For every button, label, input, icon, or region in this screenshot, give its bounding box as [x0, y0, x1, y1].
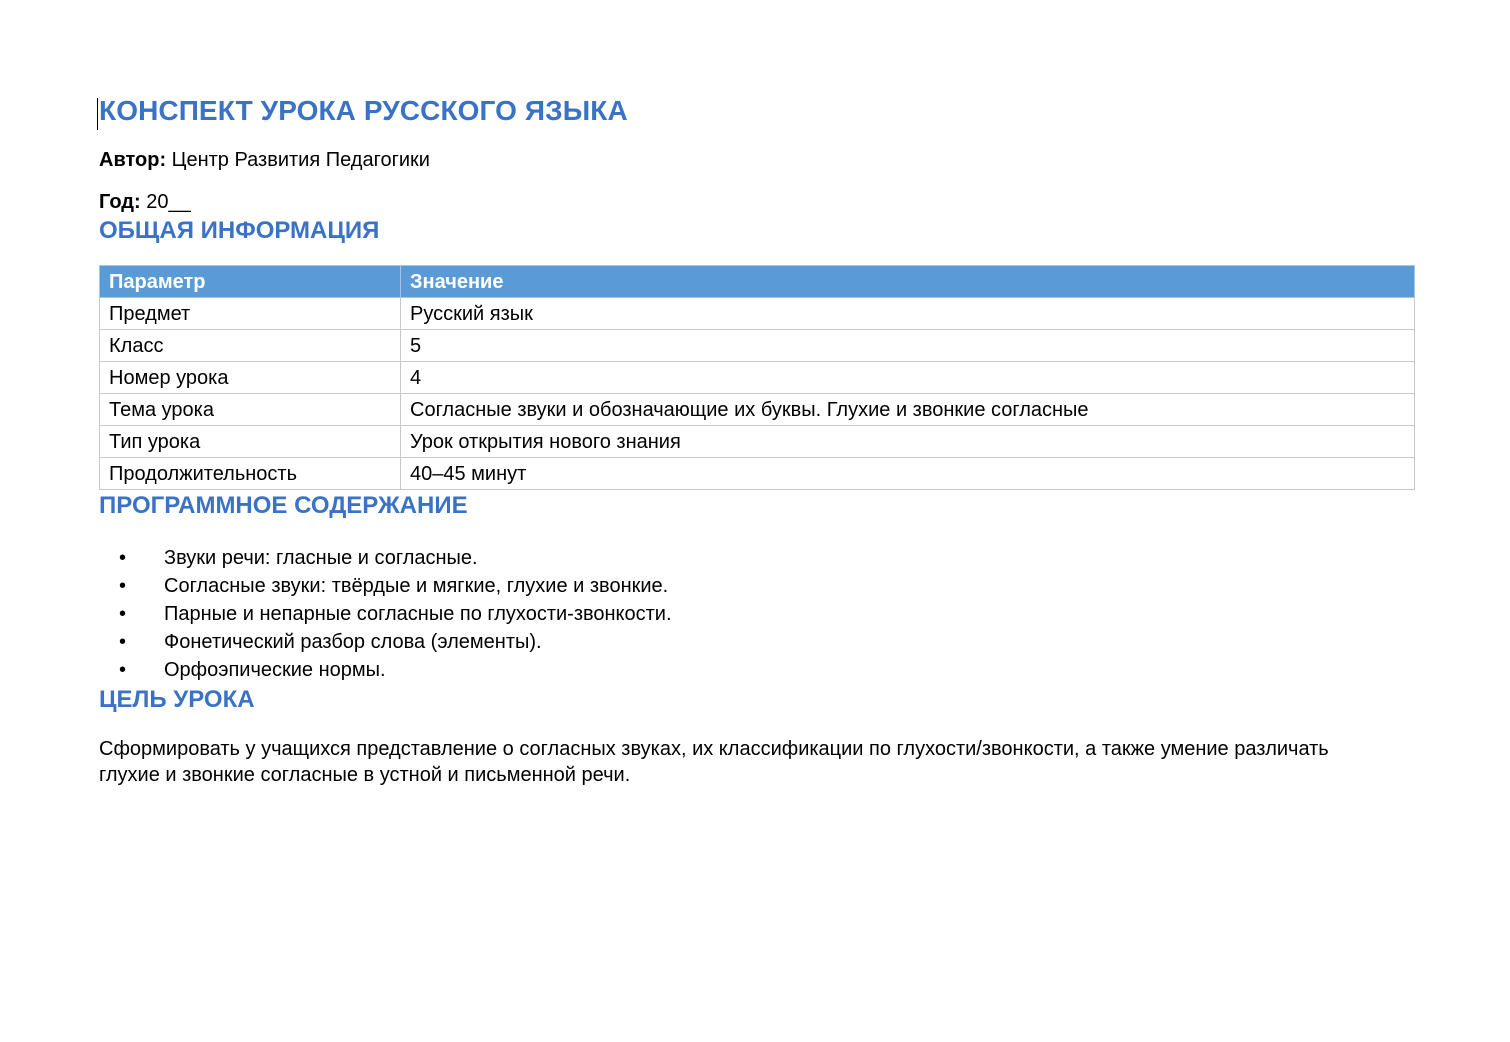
list-item-text: Согласные звуки: твёрдые и мягкие, глухие и звонкие.: [164, 575, 669, 597]
table-cell-value[interactable]: Согласные звуки и обозначающие их буквы. Глухие и звонкие согласные: [401, 394, 1415, 426]
table-cell-parameter[interactable]: Продолжительность: [100, 458, 401, 490]
document-page: [99, 92, 1415, 788]
bullet-icon: •: [119, 575, 127, 597]
column-header-parameter[interactable]: Параметр: [100, 266, 401, 298]
table-cell-parameter[interactable]: Тема урока: [100, 394, 401, 426]
table-cell-value[interactable]: Русский язык: [401, 298, 1415, 330]
table-cell-parameter[interactable]: Тип урока: [100, 426, 401, 458]
lesson-goal-heading[interactable]: ЦЕЛЬ УРОКА: [99, 686, 255, 713]
text-cursor: [97, 98, 98, 130]
bullet-icon: •: [119, 547, 127, 569]
bullet-icon: •: [119, 603, 127, 625]
year-value: 20__: [146, 191, 191, 213]
table-cell-parameter[interactable]: Предмет: [100, 298, 401, 330]
table-cell-value[interactable]: 40–45 минут: [401, 458, 1415, 490]
list-item-text: Фонетический разбор слова (элементы).: [164, 631, 542, 653]
year-label: Год:: [99, 191, 141, 213]
author-value: Центр Развития Педагогики: [171, 149, 430, 171]
author-line[interactable]: [99, 147, 1415, 173]
bullet-icon: •: [119, 631, 127, 653]
general-info-table: [99, 265, 1415, 490]
list-item-text: Парные и непарные согласные по глухости-звонкости.: [164, 603, 672, 625]
list-item-text: Звуки речи: гласные и согласные.: [164, 547, 478, 569]
table-header-row: [100, 266, 1415, 298]
table-row: [100, 394, 1415, 426]
year-line[interactable]: [99, 189, 1415, 215]
table-row: [100, 426, 1415, 458]
list-item[interactable]: [99, 600, 1415, 628]
table-row: [100, 330, 1415, 362]
list-item[interactable]: [99, 544, 1415, 572]
table-row: [100, 362, 1415, 394]
list-item[interactable]: [99, 656, 1415, 684]
list-item-text: Орфоэпические нормы.: [164, 659, 386, 681]
program-content-heading[interactable]: ПРОГРАММНОЕ СОДЕРЖАНИЕ: [99, 492, 468, 519]
table-row: [100, 458, 1415, 490]
lesson-goal-text[interactable]: Сформировать у учащихся представление о согласных звуках, их классификации по глухости/звонкости, а также умение различать глухие и звонкие согласные в устной и письменной речи.: [99, 738, 1329, 786]
general-info-heading[interactable]: ОБЩАЯ ИНФОРМАЦИЯ: [99, 217, 380, 244]
program-content-list: [99, 544, 1415, 684]
author-label: Автор:: [99, 149, 167, 171]
table-row: [100, 298, 1415, 330]
bullet-icon: •: [119, 659, 127, 681]
table-cell-value[interactable]: 4: [401, 362, 1415, 394]
column-header-value[interactable]: Значение: [401, 266, 1415, 298]
table-cell-parameter[interactable]: Класс: [100, 330, 401, 362]
table-cell-value[interactable]: Урок открытия нового знания: [401, 426, 1415, 458]
list-item[interactable]: [99, 572, 1415, 600]
table-cell-parameter[interactable]: Номер урока: [100, 362, 401, 394]
table-cell-value[interactable]: 5: [401, 330, 1415, 362]
list-item[interactable]: [99, 628, 1415, 656]
document-title[interactable]: КОНСПЕКТ УРОКА РУССКОГО ЯЗЫКА: [99, 95, 628, 126]
